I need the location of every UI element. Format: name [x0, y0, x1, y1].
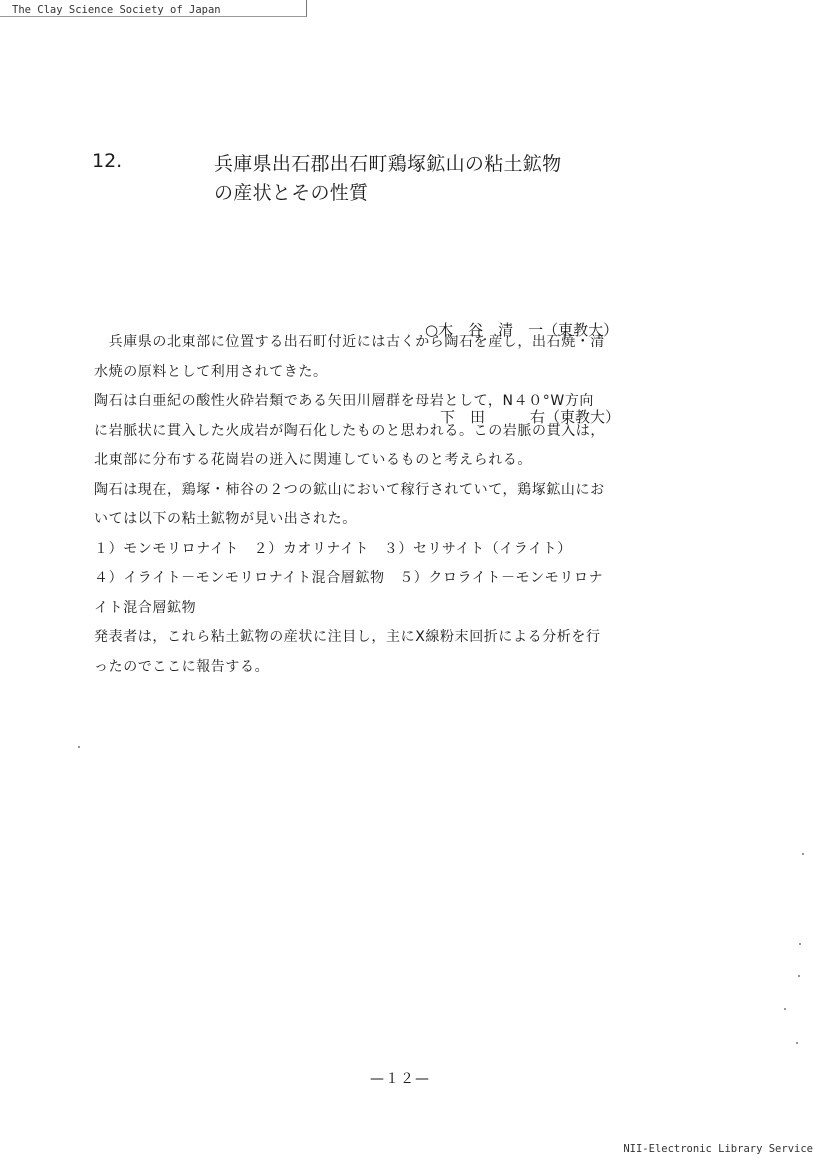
abstract-body	[94, 328, 706, 682]
scan-speck	[784, 1008, 786, 1010]
scan-speck	[802, 853, 804, 855]
title-line-2: の産状とその性質	[214, 182, 369, 204]
scan-speck	[78, 746, 80, 748]
body-line: ったのでここに報告する。	[94, 658, 270, 675]
body-line: １）モンモリロナイト ２）カオリナイト ３）セリサイト（イライト）	[94, 540, 572, 557]
body-line: 陶石は現在，鶏塚・柿谷の２つの鉱山において稼行されていて，鶏塚鉱山にお	[94, 481, 605, 498]
society-header: The Clay Science Society of Japan	[12, 4, 221, 16]
body-line: ４）イライト－モンモリロナイト混合層鉱物 ５）クロライト－モンモリロナ	[94, 570, 604, 586]
body-line: イト混合層鉱物	[94, 599, 197, 616]
body-line: 陶石は白亜紀の酸性火砕岩類である矢田川層群を母岩として，N４０°W方向	[94, 393, 595, 409]
scan-speck	[796, 1042, 798, 1044]
author-2: 下 田 右（東教大）	[425, 408, 621, 426]
paper-title	[214, 150, 561, 208]
body-line: 北東部に分布する花崗岩の迸入に関連しているものと考えられる。	[94, 452, 532, 468]
body-line: 水焼の原料として利用されてきた。	[94, 363, 328, 380]
library-service-footer: NII-Electronic Library Service	[623, 1143, 813, 1155]
author-1: ○木 谷 清 一（東教大）	[425, 321, 619, 339]
body-line: に岩脈状に貫入した火成岩が陶石化したものと思われる。この岩脈の貫入は，	[94, 422, 605, 439]
body-line: いては以下の粘土鉱物が見い出された。	[94, 511, 357, 527]
section-number: 12.	[92, 150, 123, 172]
title-line-1: 兵庫県出石郡出石町鶏塚鉱山の粘土鉱物	[214, 153, 562, 175]
page-number: —１２—	[370, 1071, 430, 1087]
scan-speck	[799, 943, 801, 945]
scan-speck	[798, 975, 800, 977]
body-line: 発表者は，これら粘土鉱物の産状に注目し，主にX線粉末回折による分析を行	[94, 629, 601, 645]
body-line: 兵庫県の北東部に位置する出石町付近には古くから陶石を産し，出石焼・清	[94, 334, 605, 350]
